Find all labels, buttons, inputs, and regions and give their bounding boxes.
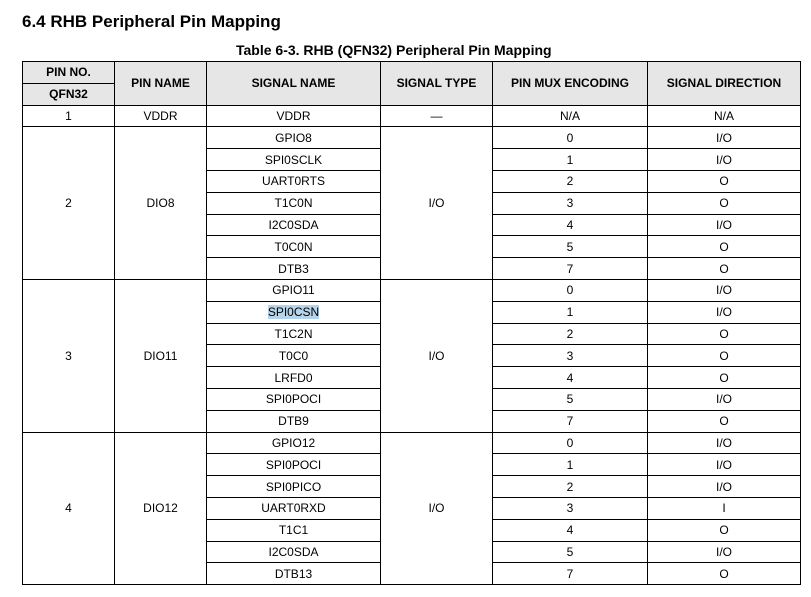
signal-direction-cell: I/O bbox=[648, 432, 801, 454]
header-pin-no: PIN NO. bbox=[23, 62, 115, 84]
signal-name-cell: I2C0SDA bbox=[207, 214, 381, 236]
mux-encoding-cell: 2 bbox=[493, 170, 648, 192]
mux-encoding-cell: 2 bbox=[493, 323, 648, 345]
header-pin-name: PIN NAME bbox=[115, 62, 207, 106]
mux-encoding-cell: 7 bbox=[493, 563, 648, 585]
signal-type-cell: I/O bbox=[381, 432, 493, 585]
pin-name-cell: VDDR bbox=[115, 105, 207, 127]
signal-name-cell[interactable] bbox=[207, 301, 381, 323]
signal-direction-cell: I/O bbox=[648, 388, 801, 410]
mux-encoding-cell: 7 bbox=[493, 410, 648, 432]
signal-type-cell: I/O bbox=[381, 127, 493, 280]
signal-direction-cell: O bbox=[648, 192, 801, 214]
signal-name-cell: UART0RTS bbox=[207, 170, 381, 192]
signal-name-cell: UART0RXD bbox=[207, 497, 381, 519]
mux-encoding-cell: 0 bbox=[493, 432, 648, 454]
signal-name-cell: LRFD0 bbox=[207, 367, 381, 389]
table-body bbox=[23, 105, 801, 585]
signal-direction-cell: O bbox=[648, 170, 801, 192]
table-row bbox=[23, 127, 801, 149]
mux-encoding-cell: 5 bbox=[493, 541, 648, 563]
table-row bbox=[23, 105, 801, 127]
pin-number-cell: 2 bbox=[23, 127, 115, 280]
mux-encoding-cell: 3 bbox=[493, 192, 648, 214]
mux-encoding-cell: N/A bbox=[493, 105, 648, 127]
table-header bbox=[23, 62, 801, 106]
table-caption: Table 6-3. RHB (QFN32) Peripheral Pin Mapping bbox=[236, 42, 552, 58]
pin-mapping-table bbox=[22, 61, 801, 585]
signal-name-cell: I2C0SDA bbox=[207, 541, 381, 563]
signal-direction-cell: O bbox=[648, 563, 801, 585]
signal-direction-cell: O bbox=[648, 519, 801, 541]
signal-direction-cell: O bbox=[648, 345, 801, 367]
selected-text[interactable]: SPI0CSN bbox=[267, 305, 320, 320]
signal-name-cell: GPIO8 bbox=[207, 127, 381, 149]
mux-encoding-cell: 5 bbox=[493, 388, 648, 410]
signal-name-cell: SPI0PICO bbox=[207, 476, 381, 498]
signal-direction-cell: I/O bbox=[648, 214, 801, 236]
signal-name-cell: T1C0N bbox=[207, 192, 381, 214]
signal-direction-cell: I/O bbox=[648, 149, 801, 171]
mux-encoding-cell: 1 bbox=[493, 454, 648, 476]
pin-number-cell: 3 bbox=[23, 279, 115, 432]
signal-type-cell: I/O bbox=[381, 279, 493, 432]
signal-direction-cell: I/O bbox=[648, 454, 801, 476]
mux-encoding-cell: 3 bbox=[493, 345, 648, 367]
signal-name-cell: DTB3 bbox=[207, 258, 381, 280]
mux-encoding-cell: 5 bbox=[493, 236, 648, 258]
signal-type-cell: — bbox=[381, 105, 493, 127]
signal-direction-cell: O bbox=[648, 258, 801, 280]
signal-name-cell: VDDR bbox=[207, 105, 381, 127]
table-row bbox=[23, 279, 801, 301]
table-row bbox=[23, 432, 801, 454]
signal-name-cell: GPIO11 bbox=[207, 279, 381, 301]
mux-encoding-cell: 2 bbox=[493, 476, 648, 498]
section-title: 6.4 RHB Peripheral Pin Mapping bbox=[22, 12, 281, 31]
signal-direction-cell: I/O bbox=[648, 279, 801, 301]
signal-direction-cell: I/O bbox=[648, 541, 801, 563]
signal-name-cell: T1C1 bbox=[207, 519, 381, 541]
signal-direction-cell: O bbox=[648, 323, 801, 345]
signal-name-cell: SPI0POCI bbox=[207, 454, 381, 476]
mux-encoding-cell: 7 bbox=[493, 258, 648, 280]
signal-name-cell: DTB9 bbox=[207, 410, 381, 432]
header-signal-type: SIGNAL TYPE bbox=[381, 62, 493, 106]
signal-name-cell: SPI0SCLK bbox=[207, 149, 381, 171]
signal-direction-cell: I bbox=[648, 497, 801, 519]
signal-direction-cell: N/A bbox=[648, 105, 801, 127]
pin-name-cell: DIO11 bbox=[115, 279, 207, 432]
header-qfn32: QFN32 bbox=[23, 83, 115, 105]
pin-name-cell: DIO12 bbox=[115, 432, 207, 585]
signal-name-cell: SPI0POCI bbox=[207, 388, 381, 410]
pin-number-cell: 1 bbox=[23, 105, 115, 127]
mux-encoding-cell: 0 bbox=[493, 279, 648, 301]
mux-encoding-cell: 0 bbox=[493, 127, 648, 149]
mux-encoding-cell: 4 bbox=[493, 367, 648, 389]
signal-name-cell: T1C2N bbox=[207, 323, 381, 345]
mux-encoding-cell: 4 bbox=[493, 519, 648, 541]
mux-encoding-cell: 3 bbox=[493, 497, 648, 519]
header-signal-direction: SIGNAL DIRECTION bbox=[648, 62, 801, 106]
signal-direction-cell: I/O bbox=[648, 301, 801, 323]
pin-name-cell: DIO8 bbox=[115, 127, 207, 280]
pin-number-cell: 4 bbox=[23, 432, 115, 585]
signal-name-cell: T0C0 bbox=[207, 345, 381, 367]
header-signal-name: SIGNAL NAME bbox=[207, 62, 381, 106]
signal-direction-cell: O bbox=[648, 236, 801, 258]
signal-name-cell: T0C0N bbox=[207, 236, 381, 258]
signal-direction-cell: O bbox=[648, 367, 801, 389]
mux-encoding-cell: 1 bbox=[493, 301, 648, 323]
header-mux-encoding: PIN MUX ENCODING bbox=[493, 62, 648, 106]
signal-direction-cell: I/O bbox=[648, 476, 801, 498]
signal-name-cell: DTB13 bbox=[207, 563, 381, 585]
mux-encoding-cell: 1 bbox=[493, 149, 648, 171]
signal-direction-cell: I/O bbox=[648, 127, 801, 149]
mux-encoding-cell: 4 bbox=[493, 214, 648, 236]
signal-name-cell: GPIO12 bbox=[207, 432, 381, 454]
signal-direction-cell: O bbox=[648, 410, 801, 432]
